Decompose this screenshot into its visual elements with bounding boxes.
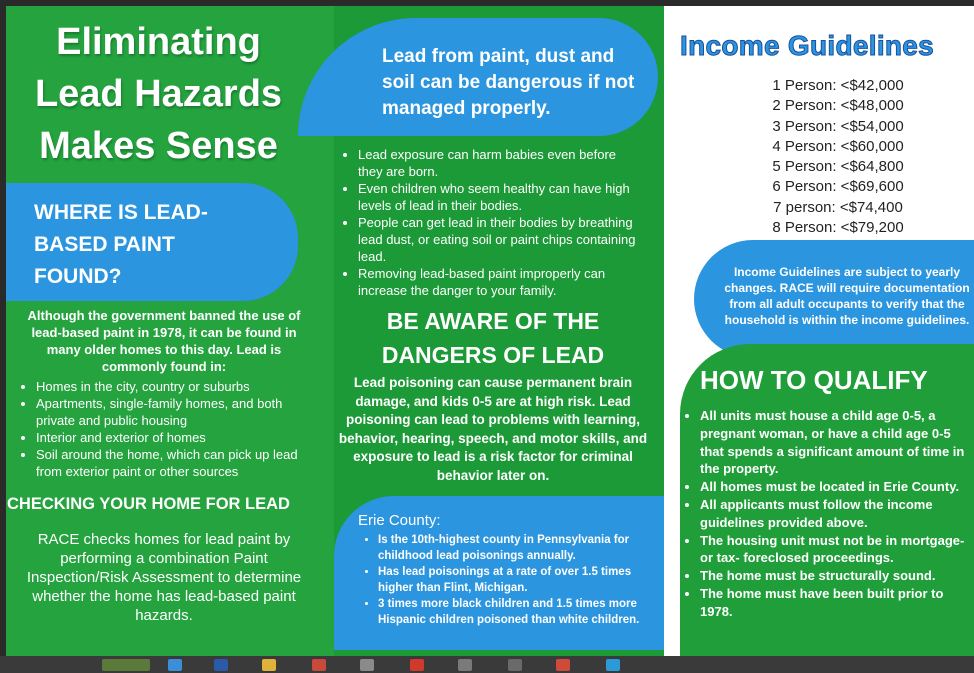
list-item: • Even children who seem healthy can have high levels of lead in their bodies. xyxy=(358,180,643,214)
income-row: 6 Person: <$69,600 xyxy=(772,178,904,196)
erie-county-box xyxy=(334,496,664,650)
app-icon[interactable] xyxy=(168,659,182,671)
where-line: WHERE IS LEAD- xyxy=(34,201,208,224)
danger-heading: Lead from paint, dust and soil can be dangerous if not managed properly. xyxy=(298,18,658,136)
found-list xyxy=(36,378,306,480)
start-icon[interactable] xyxy=(102,659,150,671)
title-line: Eliminating xyxy=(56,21,261,63)
page-title xyxy=(6,16,311,172)
erie-heading: Erie County: xyxy=(358,512,441,529)
aware-line: DANGERS OF LEAD xyxy=(381,342,605,368)
app-icon[interactable] xyxy=(214,659,228,671)
app-icon[interactable] xyxy=(556,659,570,671)
where-line: BASED PAINT xyxy=(34,233,175,256)
list-item: • Homes in the city, country or suburbs xyxy=(36,378,306,395)
app-icon[interactable] xyxy=(360,659,374,671)
list-item: • 3 times more black children and 1.5 times more Hispanic children poisoned than white children. xyxy=(378,596,648,628)
erie-list xyxy=(358,532,648,628)
income-note: Income Guidelines are subject to yearly changes. RACE will require documentation from all adult occupants to verify that the household is within the income guidelines. xyxy=(694,240,974,358)
title-line: Lead Hazards xyxy=(34,73,283,115)
ban-paragraph: Although the government banned the use of lead-based paint in 1978, it can be found in many older homes to this day. Lead is commonly found in: xyxy=(27,308,301,374)
income-row: 3 Person: <$54,000 xyxy=(772,117,904,135)
where-line: FOUND? xyxy=(34,265,122,288)
list-item: • All applicants must follow the income guidelines provided above. xyxy=(700,496,972,532)
income-heading: Income Guidelines xyxy=(680,30,935,61)
list-item: • Soil around the home, which can pick up lead from exterior paint or other sources xyxy=(36,446,306,480)
list-item: • All homes must be located in Erie County. xyxy=(700,478,972,496)
income-row: 4 Person: <$60,000 xyxy=(772,137,904,155)
income-row: 1 Person: <$42,000 xyxy=(772,77,904,94)
danger-list xyxy=(358,146,643,299)
list-item: • All units must house a child age 0-5, a pregnant woman, or have a child age 0-5 that spends a significant amount of time in the property. xyxy=(700,407,972,478)
checking-paragraph: RACE checks homes for lead paint by performing a combination Paint Inspection/Risk Assessment to determine whether the home has lead-based paint hazards. xyxy=(26,531,302,624)
taskbar xyxy=(0,656,974,673)
list-item: • The home must have been built prior to 1978. xyxy=(700,585,972,621)
aware-line: BE AWARE OF THE xyxy=(386,308,600,334)
list-item: • The housing unit must not be in mortgage- or tax- foreclosed proceedings. xyxy=(700,532,972,568)
list-item: • Has lead poisonings at a rate of over 1.5 times higher than Flint, Michigan. xyxy=(378,564,648,596)
app-icon[interactable] xyxy=(458,659,472,671)
list-item: • The home must be structurally sound. xyxy=(700,567,972,585)
app-icon[interactable] xyxy=(606,659,620,671)
qualify-heading: HOW TO QUALIFY xyxy=(700,365,928,395)
list-item: • Apartments, single-family homes, and both private and public housing xyxy=(36,395,306,429)
where-found-heading xyxy=(6,183,298,301)
qualify-list xyxy=(700,407,972,621)
list-item: • Interior and exterior of homes xyxy=(36,429,306,446)
app-icon[interactable] xyxy=(410,659,424,671)
income-row: 8 Person: <$79,200 xyxy=(772,219,904,237)
app-icon[interactable] xyxy=(508,659,522,671)
income-row: 5 Person: <$64,800 xyxy=(772,158,904,176)
title-line: Makes Sense xyxy=(39,125,278,167)
income-list xyxy=(748,76,928,238)
aware-heading xyxy=(340,304,646,372)
list-item: • Is the 10th-highest county in Pennsylvania for childhood lead poisonings annually. xyxy=(378,532,648,564)
income-row: 7 person: <$74,400 xyxy=(773,198,903,216)
list-item: • People can get lead in their bodies by breathing lead dust, or eating soil or paint chips containing lead. xyxy=(358,214,643,265)
list-item: • Lead exposure can harm babies even before they are born. xyxy=(358,146,643,180)
folder-icon[interactable] xyxy=(262,659,276,671)
app-icon[interactable] xyxy=(312,659,326,671)
list-item: • Removing lead-based paint improperly can increase the danger to your family. xyxy=(358,265,643,299)
checking-heading: CHECKING YOUR HOME FOR LEAD xyxy=(7,495,290,513)
income-row: 2 Person: <$48,000 xyxy=(772,97,904,115)
aware-paragraph: Lead poisoning can cause permanent brain damage, and kids 0-5 are at high risk. Lead poisoning can lead to problems with learning, behavior, hearing, speech, and motor skills, and exposure to lead is a risk factor for criminal behavior later on. xyxy=(338,375,648,483)
